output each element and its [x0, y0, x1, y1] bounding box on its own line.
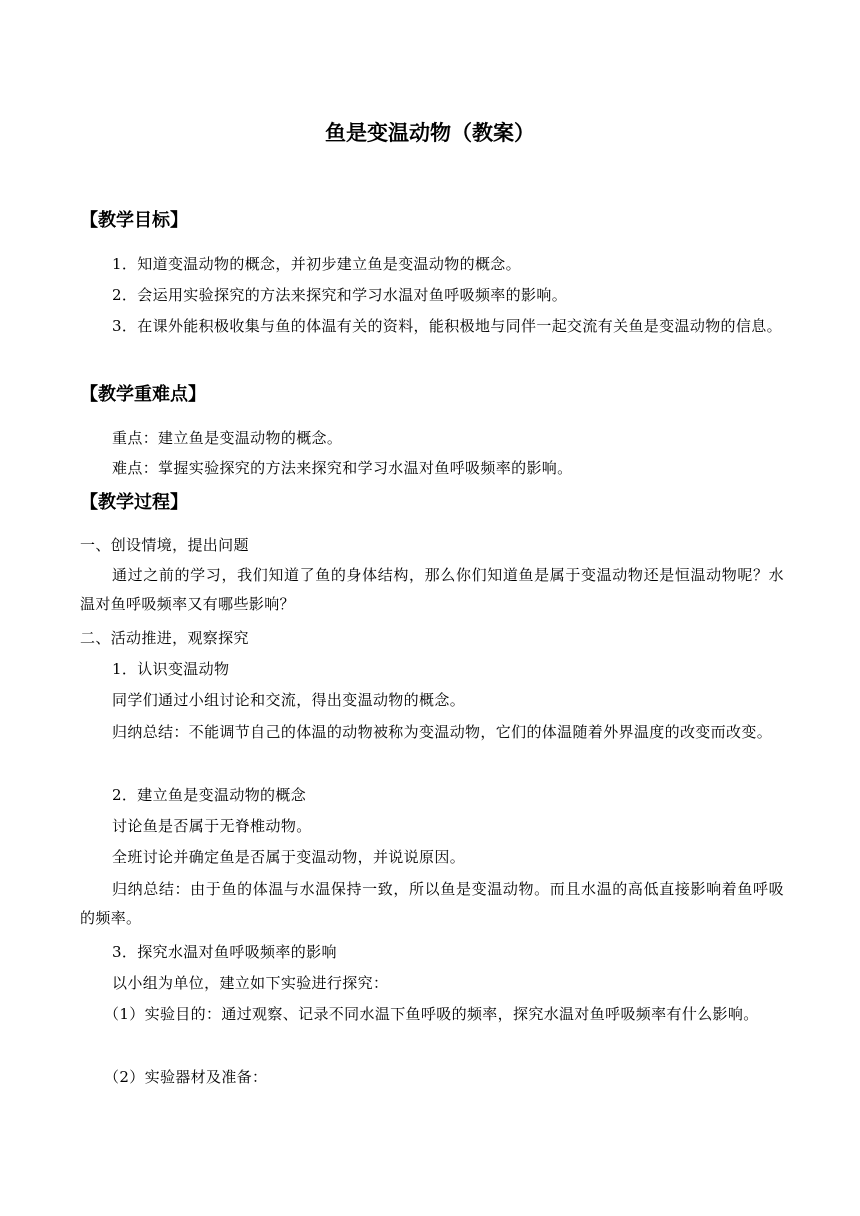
process-paragraph: 全班讨论并确定鱼是否属于变温动物，并说说原因。 [112, 848, 466, 866]
process-paragraph: 同学们通过小组讨论和交流，得出变温动物的概念。 [112, 691, 466, 709]
experiment-materials: （2）实验器材及准备： [104, 1068, 268, 1086]
process-subheading-1: 1．认识变温动物 [112, 660, 230, 678]
objective-item-1: 1．知道变温动物的概念，并初步建立鱼是变温动物的概念。 [112, 255, 521, 273]
heading-key-points: 【教学重难点】 [80, 384, 206, 405]
process-section-2: 二、活动推进，观察探究 [80, 629, 249, 647]
process-subheading-2: 2．建立鱼是变温动物的概念 [112, 786, 307, 804]
objective-item-3: 3．在课外能积极收集与鱼的体温有关的资料，能积极地与同伴一起交流有关鱼是变温动物的信息。 [112, 317, 782, 335]
key-point-item-2: 难点：掌握实验探究的方法来探究和学习水温对鱼呼吸频率的影响。 [112, 459, 573, 477]
process-section-1: 一、创设情境，提出问题 [80, 536, 249, 554]
process-paragraph: 以小组为单位，建立如下实验进行探究： [112, 974, 389, 992]
objective-item-2: 2．会运用实验探究的方法来探究和学习水温对鱼呼吸频率的影响。 [112, 286, 568, 304]
heading-process: 【教学过程】 [80, 492, 188, 513]
document-title: 鱼是变温动物（教案） [325, 121, 535, 145]
process-paragraph: 讨论鱼是否属于无脊椎动物。 [112, 817, 312, 835]
key-point-item-1: 重点：建立鱼是变温动物的概念。 [112, 429, 343, 447]
experiment-purpose: （1）实验目的：通过观察、记录不同水温下鱼呼吸的频率，探究水温对鱼呼吸频率有什么影响。 [104, 1005, 759, 1023]
heading-objectives: 【教学目标】 [80, 210, 188, 231]
process-paragraph: 通过之前的学习，我们知道了鱼的身体结构，那么你们知道鱼是属于变温动物还是恒温动物呢？水温对鱼呼吸频率又有哪些影响？ [80, 566, 784, 613]
process-subheading-3: 3．探究水温对鱼呼吸频率的影响 [112, 943, 337, 961]
process-summary-1: 归纳总结：不能调节自己的体温的动物被称为变温动物，它们的体温随着外界温度的改变而改变。 [112, 723, 773, 741]
process-summary-2: 归纳总结：由于鱼的体温与水温保持一致，所以鱼是变温动物。而且水温的高低直接影响着鱼呼吸的频率。 [80, 880, 784, 927]
